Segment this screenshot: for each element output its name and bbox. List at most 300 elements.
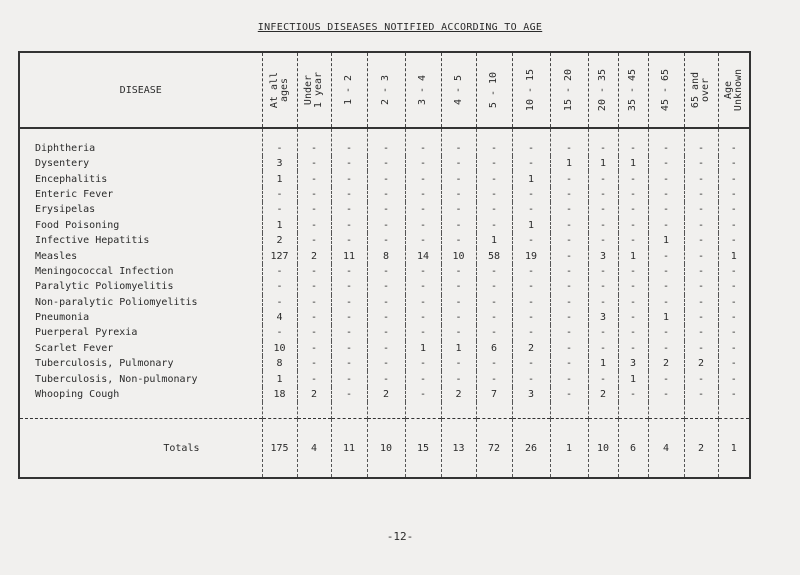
header-label: Age Unknown — [722, 68, 744, 112]
table-cell: - — [367, 310, 405, 325]
table-cell: - — [441, 264, 476, 279]
table-cell: - — [684, 371, 718, 386]
table-cell: 3 — [262, 156, 297, 171]
table-cell: - — [297, 325, 331, 340]
disease-name: Pneumonia — [35, 312, 90, 324]
disease-column-header: DISEASE — [19, 52, 262, 128]
table-cell: - — [648, 371, 684, 386]
table-cell: - — [367, 341, 405, 356]
table-cell: 1 — [588, 356, 618, 371]
table-cell: - — [718, 325, 750, 340]
header-wrap — [619, 53, 648, 127]
spacer-cell — [331, 402, 367, 419]
table-cell: - — [550, 128, 588, 156]
table-cell: - — [262, 187, 297, 202]
table-cell: - — [367, 187, 405, 202]
table-cell: 2 — [684, 356, 718, 371]
table-cell: 8 — [262, 356, 297, 371]
table-cell: - — [550, 341, 588, 356]
table-cell: - — [405, 128, 441, 156]
table-cell: - — [331, 171, 367, 186]
table-cell: - — [718, 156, 750, 171]
table-cell: - — [648, 279, 684, 294]
table-cell: - — [262, 325, 297, 340]
table-cell: 3 — [618, 356, 648, 371]
table-cell: - — [262, 128, 297, 156]
table-cell: - — [367, 356, 405, 371]
header-label: 20 - 35 — [597, 68, 608, 112]
table-row — [19, 218, 750, 233]
table-cell: - — [550, 356, 588, 371]
table-cell: - — [684, 325, 718, 340]
table-cell: - — [512, 264, 550, 279]
table-cell: 58 — [476, 248, 512, 263]
table-cell: - — [618, 218, 648, 233]
table-cell: - — [297, 371, 331, 386]
spacer-cell — [19, 402, 262, 419]
table-cell: - — [367, 156, 405, 171]
table-cell: - — [684, 264, 718, 279]
table-cell: - — [550, 248, 588, 263]
table-cell: - — [367, 202, 405, 217]
table-cell: - — [648, 202, 684, 217]
table-cell: 1 — [405, 341, 441, 356]
table-cell: - — [405, 233, 441, 248]
table-cell: - — [262, 202, 297, 217]
table-cell: 2 — [441, 387, 476, 402]
table-cell: 1 — [618, 371, 648, 386]
table-cell: - — [648, 171, 684, 186]
table-cell: - — [512, 156, 550, 171]
table-cell: - — [331, 202, 367, 217]
header-label: Under 1 year — [303, 71, 324, 109]
table-cell: - — [297, 356, 331, 371]
table-cell: - — [476, 264, 512, 279]
table-cell: - — [367, 171, 405, 186]
table-cell: - — [618, 202, 648, 217]
table-cell: - — [297, 171, 331, 186]
totals-cell: 11 — [331, 419, 367, 479]
table-cell: - — [588, 187, 618, 202]
disease-name: Dysentery — [35, 158, 90, 170]
totals-label: Totals — [19, 419, 262, 479]
table-row — [19, 202, 750, 217]
table-cell: - — [684, 171, 718, 186]
table-cell: 6 — [476, 341, 512, 356]
table-cell: 1 — [588, 156, 618, 171]
table-cell: - — [550, 387, 588, 402]
disease-name: Encephalitis — [35, 173, 108, 185]
table-cell: - — [512, 202, 550, 217]
table-cell: 1 — [262, 218, 297, 233]
table-cell: - — [550, 295, 588, 310]
table-cell: - — [405, 356, 441, 371]
table-cell: 1 — [618, 156, 648, 171]
table-cell: - — [441, 171, 476, 186]
table-cell: - — [684, 279, 718, 294]
totals-cell: 15 — [405, 419, 441, 479]
disease-name: Scarlet Fever — [35, 342, 114, 354]
age-column-header — [405, 52, 441, 128]
age-column-header — [367, 52, 405, 128]
table-cell: - — [588, 341, 618, 356]
spacer-cell — [405, 402, 441, 419]
table-cell: - — [297, 295, 331, 310]
table-cell: - — [550, 264, 588, 279]
table-row — [19, 248, 750, 263]
header-wrap — [298, 53, 331, 127]
header-label: At all ages — [268, 71, 290, 109]
disease-name: Paralytic Poliomyelitis — [35, 281, 174, 293]
table-cell: - — [648, 387, 684, 402]
table-cell: - — [512, 295, 550, 310]
table-cell: - — [262, 295, 297, 310]
disease-name: Measles — [35, 250, 78, 262]
table-cell: - — [331, 264, 367, 279]
table-row — [19, 279, 750, 294]
table-cell: - — [512, 356, 550, 371]
table-cell: - — [405, 156, 441, 171]
table-cell: - — [512, 325, 550, 340]
table-cell: 1 — [618, 248, 648, 263]
table-cell: - — [297, 218, 331, 233]
table-cell: - — [331, 356, 367, 371]
table-cell: - — [648, 295, 684, 310]
disease-name: Infective Hepatitis — [35, 235, 150, 247]
table-cell: - — [618, 187, 648, 202]
disease-name: Puerperal Pyrexia — [35, 327, 138, 339]
header-wrap — [685, 53, 718, 127]
table-cell: - — [441, 187, 476, 202]
table-cell: - — [718, 310, 750, 325]
age-column-header — [684, 52, 718, 128]
table-cell: - — [718, 233, 750, 248]
table-cell: 1 — [262, 171, 297, 186]
header-wrap — [513, 53, 550, 127]
header-wrap — [332, 53, 367, 127]
disease-name: Whooping Cough — [35, 389, 120, 401]
table-row — [19, 310, 750, 325]
table-cell: - — [588, 264, 618, 279]
table-cell: - — [618, 171, 648, 186]
table-cell: - — [441, 218, 476, 233]
table-cell: - — [297, 128, 331, 156]
table-cell: - — [512, 187, 550, 202]
table-cell: - — [684, 202, 718, 217]
spacer-cell — [588, 402, 618, 419]
header-row — [19, 52, 750, 128]
totals-cell: 10 — [588, 419, 618, 479]
disease-name: Tuberculosis, Pulmonary — [35, 358, 174, 370]
header-wrap — [406, 53, 441, 127]
table-cell: - — [331, 279, 367, 294]
table-cell: 2 — [512, 341, 550, 356]
table-row — [19, 156, 750, 171]
table-row — [19, 171, 750, 186]
age-column-header — [297, 52, 331, 128]
table-cell: 1 — [476, 233, 512, 248]
spacer-cell — [476, 402, 512, 419]
table-cell: - — [476, 187, 512, 202]
table-cell: 10 — [262, 341, 297, 356]
table-cell: - — [297, 279, 331, 294]
table-cell: 3 — [588, 310, 618, 325]
table-cell: - — [684, 387, 718, 402]
table-cell: 14 — [405, 248, 441, 263]
table-cell: - — [367, 264, 405, 279]
table-cell: - — [512, 233, 550, 248]
table-cell: - — [476, 156, 512, 171]
table-cell: - — [618, 325, 648, 340]
table-cell: - — [588, 202, 618, 217]
table-cell: 1 — [550, 156, 588, 171]
table-cell: - — [718, 264, 750, 279]
table-cell: - — [718, 128, 750, 156]
header-wrap — [263, 53, 297, 127]
header-label: 15 - 20 — [563, 68, 574, 112]
header-label: 2 - 3 — [380, 74, 391, 106]
table-cell: - — [405, 171, 441, 186]
table-cell: - — [684, 156, 718, 171]
table-cell: - — [684, 248, 718, 263]
table-cell: - — [718, 341, 750, 356]
table-cell: 3 — [588, 248, 618, 263]
table-cell: 1 — [648, 310, 684, 325]
table-cell: - — [718, 187, 750, 202]
totals-cell: 6 — [618, 419, 648, 479]
disease-name: Erysipelas — [35, 204, 96, 216]
table-cell: - — [550, 310, 588, 325]
table-cell: 1 — [648, 233, 684, 248]
table-cell: - — [367, 295, 405, 310]
disease-name: Diphtheria — [35, 143, 96, 154]
table-cell: - — [331, 341, 367, 356]
table-cell: - — [718, 202, 750, 217]
table-cell: - — [550, 279, 588, 294]
table-cell: 1 — [262, 371, 297, 386]
header-label: 1 - 2 — [343, 74, 354, 106]
table-cell: - — [405, 310, 441, 325]
table-cell: - — [405, 325, 441, 340]
totals-row — [19, 419, 750, 479]
table-cell: - — [262, 279, 297, 294]
table-cell: - — [441, 371, 476, 386]
age-column-header — [441, 52, 476, 128]
table-cell: - — [331, 233, 367, 248]
table-cell: - — [441, 202, 476, 217]
table-cell: - — [441, 356, 476, 371]
table-row — [19, 356, 750, 371]
table-cell: - — [618, 279, 648, 294]
spacer-cell — [718, 402, 750, 419]
table-cell: - — [618, 341, 648, 356]
table-cell: - — [297, 310, 331, 325]
table-cell: - — [588, 325, 618, 340]
header-wrap — [442, 53, 476, 127]
table-cell: - — [331, 295, 367, 310]
table-cell: - — [684, 295, 718, 310]
table-cell: - — [441, 156, 476, 171]
disease-name: Tuberculosis, Non-pulmonary — [35, 373, 198, 385]
table-cell: - — [550, 233, 588, 248]
table-cell: - — [648, 325, 684, 340]
table-cell: - — [367, 279, 405, 294]
table-cell: - — [441, 233, 476, 248]
table-cell: 2 — [648, 356, 684, 371]
header-wrap — [551, 53, 588, 127]
table-cell: 7 — [476, 387, 512, 402]
table-cell: - — [405, 387, 441, 402]
table-cell: - — [684, 310, 718, 325]
table-cell: 4 — [262, 310, 297, 325]
table-row — [19, 128, 750, 156]
table-cell: 1 — [512, 218, 550, 233]
table-cell: - — [476, 371, 512, 386]
spacer-cell — [262, 402, 297, 419]
table-cell: - — [648, 248, 684, 263]
table-cell: - — [718, 295, 750, 310]
table-row — [19, 233, 750, 248]
table-cell: - — [331, 325, 367, 340]
table-cell: - — [331, 218, 367, 233]
age-column-header — [331, 52, 367, 128]
table-cell: - — [512, 279, 550, 294]
table-cell: - — [331, 128, 367, 156]
totals-cell: 4 — [297, 419, 331, 479]
spacer-cell — [297, 402, 331, 419]
totals-cell: 1 — [718, 419, 750, 479]
table-cell: - — [476, 171, 512, 186]
spacer-row — [19, 402, 750, 419]
table-cell: - — [550, 371, 588, 386]
table-cell: - — [684, 341, 718, 356]
table-cell: - — [684, 218, 718, 233]
table-cell: - — [648, 187, 684, 202]
table-cell: - — [550, 171, 588, 186]
header-label: 5 - 10 — [488, 71, 499, 109]
table-cell: - — [476, 218, 512, 233]
table-cell: 8 — [367, 248, 405, 263]
table-cell: - — [331, 387, 367, 402]
spacer-cell — [512, 402, 550, 419]
spacer-cell — [618, 402, 648, 419]
spacer-cell — [648, 402, 684, 419]
table-cell: 18 — [262, 387, 297, 402]
table-cell: - — [476, 295, 512, 310]
table-cell: - — [718, 387, 750, 402]
table-cell: - — [441, 295, 476, 310]
table-cell: - — [648, 156, 684, 171]
table-cell: - — [476, 356, 512, 371]
table-cell: - — [588, 279, 618, 294]
totals-cell: 175 — [262, 419, 297, 479]
table-cell: - — [331, 187, 367, 202]
header-wrap — [589, 53, 618, 127]
header-label: 4 - 5 — [452, 74, 464, 106]
table-cell: - — [648, 128, 684, 156]
disease-name: Enteric Fever — [35, 188, 114, 200]
table-cell: - — [331, 371, 367, 386]
header-label: 10 - 15 — [525, 68, 536, 112]
header-label: 45 - 65 — [660, 68, 671, 112]
table-cell: - — [648, 264, 684, 279]
table-cell: - — [441, 325, 476, 340]
table-cell: - — [618, 310, 648, 325]
table-cell: 2 — [588, 387, 618, 402]
table-cell: 1 — [441, 341, 476, 356]
table-cell: 127 — [262, 248, 297, 263]
totals-cell: 4 — [648, 419, 684, 479]
table-cell: - — [588, 171, 618, 186]
table-cell: - — [367, 371, 405, 386]
table-cell: - — [684, 233, 718, 248]
header-wrap — [719, 53, 750, 127]
totals-cell: 72 — [476, 419, 512, 479]
table-cell: - — [648, 218, 684, 233]
table-cell: - — [476, 128, 512, 156]
totals-cell: 10 — [367, 419, 405, 479]
table-cell: - — [405, 218, 441, 233]
age-column-header — [718, 52, 750, 128]
table-cell: - — [405, 264, 441, 279]
table-cell: - — [684, 128, 718, 156]
table-cell: - — [476, 279, 512, 294]
spacer-cell — [441, 402, 476, 419]
header-label: 35 - 45 — [627, 68, 638, 112]
table-cell: 2 — [262, 233, 297, 248]
header-wrap — [477, 53, 512, 127]
table-cell: - — [476, 202, 512, 217]
table-cell: - — [262, 264, 297, 279]
table-cell: - — [588, 218, 618, 233]
totals-cell: 13 — [441, 419, 476, 479]
table-cell: - — [618, 233, 648, 248]
table-cell: 3 — [512, 387, 550, 402]
age-column-header — [476, 52, 512, 128]
table-cell: - — [405, 295, 441, 310]
table-cell: - — [512, 128, 550, 156]
header-wrap — [368, 53, 405, 127]
table-cell: - — [405, 371, 441, 386]
table-cell: - — [297, 233, 331, 248]
header-label: 65 and over — [690, 71, 711, 109]
table-cell: - — [588, 295, 618, 310]
totals-cell: 26 — [512, 419, 550, 479]
table-row — [19, 264, 750, 279]
table-cell: - — [550, 202, 588, 217]
table-cell: - — [441, 310, 476, 325]
table-cell: 1 — [512, 171, 550, 186]
table-row — [19, 187, 750, 202]
table-cell: 2 — [297, 248, 331, 263]
spacer-cell — [684, 402, 718, 419]
disease-name: Non-paralytic Poliomyelitis — [35, 296, 198, 308]
table-cell: - — [718, 218, 750, 233]
table-cell: - — [476, 310, 512, 325]
table-cell: - — [367, 128, 405, 156]
age-column-header — [262, 52, 297, 128]
age-column-header — [512, 52, 550, 128]
table-cell: - — [550, 218, 588, 233]
table-cell: - — [588, 233, 618, 248]
age-column-header — [648, 52, 684, 128]
spacer-cell — [367, 402, 405, 419]
table-cell: - — [550, 325, 588, 340]
table-cell: - — [405, 202, 441, 217]
table-cell: - — [297, 187, 331, 202]
age-column-header — [618, 52, 648, 128]
totals-cell: 2 — [684, 419, 718, 479]
